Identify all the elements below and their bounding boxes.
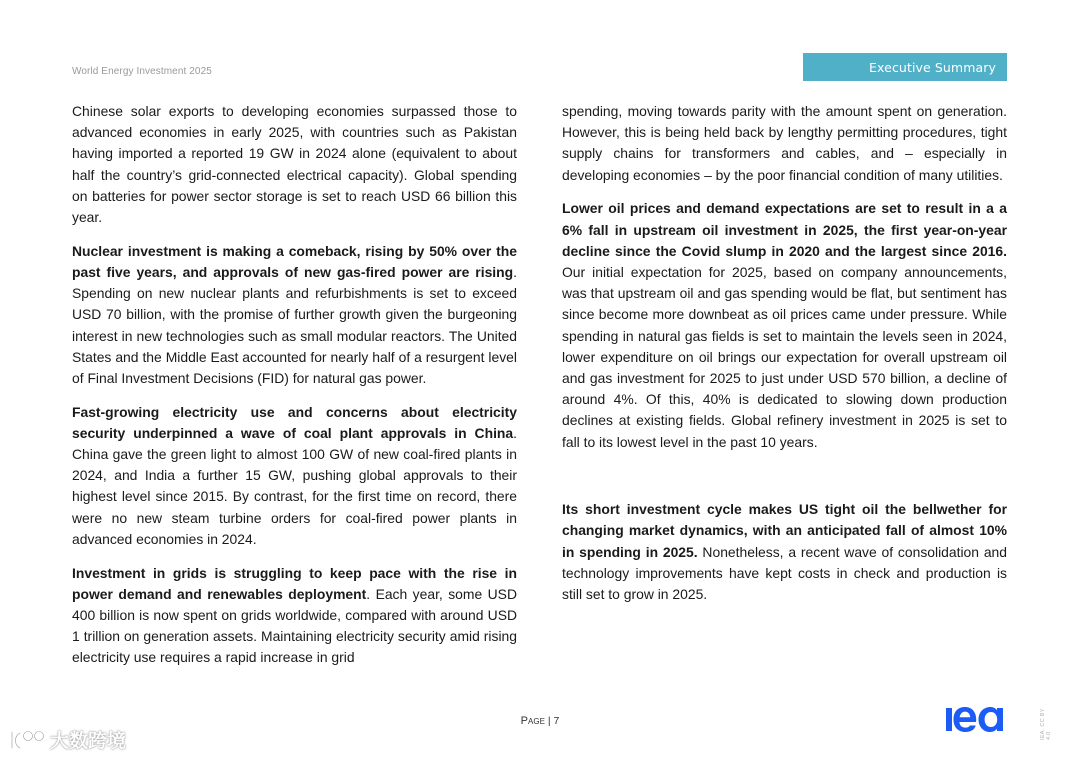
paragraph-tight-oil	[562, 499, 1007, 605]
paragraph-lead: Fast-growing electricity use and concerns about electricity security underpinned a wave of coal plant approvals in China	[72, 403, 517, 441]
paragraph-lead: Investment in grids is struggling to keep pace with the rise in power demand and renewables deployment	[72, 564, 517, 602]
paragraph-coal	[72, 402, 517, 550]
paragraph-nuclear	[72, 241, 517, 389]
left-column	[72, 101, 517, 681]
paragraph-grids	[72, 563, 517, 669]
paragraph-oil-investment	[562, 198, 1007, 452]
iea-logo-icon	[946, 702, 1008, 736]
paragraph-body: Chinese solar exports to developing economies surpassed those to advanced economies in early 2025, with countries such as Pakistan having imported a reported 19 GW in 2024 alone (equivalent to about half the country’s grid-connected electrical capacity). Global spending on batteries for power sector storage is set to reach USD 66 billion this year.	[72, 103, 517, 226]
page-label: Page	[520, 715, 545, 727]
page-separator: |	[544, 715, 554, 727]
paragraph-body: . Each year, some USD 400 billion is now spent on grids worldwide, compared with around USD 1 trillion on generation assets. Maintaining electricity security amid rising electricity use requires a rapid increase in grid	[72, 585, 517, 666]
paragraph-grids-continued	[562, 101, 1007, 186]
paragraph-body: spending, moving towards parity with the amount spent on generation. However, this is being held back by lengthy permitting procedures, tight supply chains for transformers and cables, and – especially in developing economies – by the poor financial condition of many utilities.	[562, 103, 1007, 183]
column-gap	[562, 465, 1007, 499]
right-column	[562, 101, 1007, 618]
paragraph-body: Our initial expectation for 2025, based on company announcements, was that upstream oil and gas spending would be flat, but sentiment has since become more downbeat as oil prices came under pressure. While spending in natural gas fields is set to maintain the levels seen in 2024, lower expenditure on oil brings our expectation for overall upstream oil and gas investment for 2025 to just under USD 570 billion, a decline of around 4%. Of this, 40% is dedicated to slowing down production declines at existing fields. Global refinery investment in 2025 is set to fall to its lowest level in the past 10 years.	[562, 263, 1007, 450]
paragraph-body: . China gave the green light to almost 100 GW of new coal-fired plants in 2024, and India a further 15 GW, pushing global approvals to their highest level since 2015. By contrast, for the first time on record, there were no new steam turbine orders for coal-fired power plants in advanced economies in 2024.	[72, 424, 517, 547]
page-number-value: 7	[553, 715, 560, 727]
watermark	[8, 726, 126, 753]
license-text: IEA. CC BY 4.0	[1040, 708, 1052, 740]
paragraph-lead: Nuclear investment is making a comeback, rising by 50% over the past five years, and approvals of new gas-fired power are rising	[72, 242, 517, 280]
paragraph-body: Nonetheless, a recent wave of consolidation and technology improvements have kept costs in check and production is still set to grow in 2025.	[562, 543, 1007, 603]
watermark-text: 大数跨境	[50, 730, 127, 752]
paragraph-body: . Spending on new nuclear plants and refurbishments is set to exceed USD 70 billion, with the promise of further growth given the burgeoning interest in new technologies such as small modular reactors. The United States and the Middle East accounted for nearly half of a resurgent level of Final Investment Decisions (FID) for natural gas power.	[72, 263, 517, 386]
paragraph-lead: Its short investment cycle makes US tight oil the bellwether for changing market dynamics, with an anticipated fall of almost 10% in spending in 2025.	[562, 501, 1007, 560]
section-badge: Executive Summary	[803, 53, 1007, 81]
paragraph-lead: Lower oil prices and demand expectations are set to result in a a 6% fall in upstream oil investment in 2025, the first year-on-year decline since the Covid slump in 2020 and the largest since 2016.	[562, 200, 1007, 259]
paragraph-solar-exports	[72, 101, 517, 228]
document-title: World Energy Investment 2025	[72, 66, 212, 77]
kgo-logo-icon	[8, 728, 46, 752]
page-number	[0, 715, 1080, 727]
